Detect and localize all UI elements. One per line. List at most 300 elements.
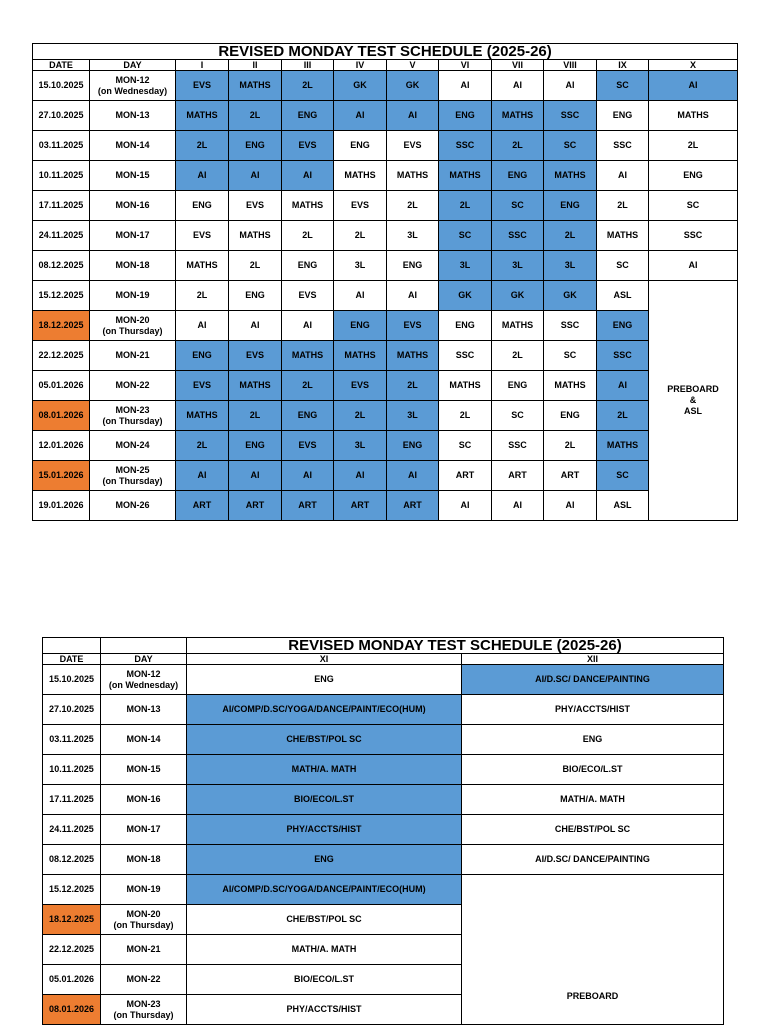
- subject-cell: ASL: [597, 281, 649, 311]
- date-cell: 19.01.2026: [33, 491, 90, 521]
- subject-cell: AI: [649, 71, 738, 101]
- subject-cell: EVS: [334, 371, 387, 401]
- day-label: MON-17: [115, 230, 150, 240]
- xii-subject-cell: AI/D.SC/ DANCE/PAINTING: [462, 845, 724, 875]
- day-cell: [90, 251, 176, 281]
- subject-cell: SC: [597, 251, 649, 281]
- subject-cell: GK: [544, 281, 597, 311]
- date-cell: 08.01.2026: [43, 995, 101, 1025]
- subject-cell: ENG: [282, 101, 334, 131]
- subject-cell: SC: [597, 71, 649, 101]
- subject-cell: MATHS: [544, 371, 597, 401]
- day-label: MON-18: [115, 260, 150, 270]
- preboard-label: &: [689, 395, 697, 405]
- subject-cell: 2L: [334, 401, 387, 431]
- subject-cell: ENG: [597, 311, 649, 341]
- date-cell: 24.11.2025: [33, 221, 90, 251]
- day-cell: [101, 905, 187, 935]
- date-cell: 03.11.2025: [33, 131, 90, 161]
- table-row: [43, 845, 724, 875]
- date-cell: 24.11.2025: [43, 815, 101, 845]
- table-row: [33, 491, 738, 521]
- schedule-table-senior-body: [43, 638, 724, 1025]
- xi-subject-cell: BIO/ECO/L.ST: [187, 965, 462, 995]
- table-row: [43, 815, 724, 845]
- date-cell: 22.12.2025: [43, 935, 101, 965]
- subject-cell: 3L: [544, 251, 597, 281]
- xii-subject-cell: CHE/BST/POL SC: [462, 815, 724, 845]
- day-label: MON-12: [115, 74, 150, 85]
- subject-cell: ENG: [597, 101, 649, 131]
- table-row: [33, 371, 738, 401]
- subject-cell: 3L: [387, 221, 439, 251]
- day-label: MON-26: [115, 500, 150, 510]
- day-label: MON-24: [115, 440, 150, 450]
- subject-cell: SSC: [439, 131, 492, 161]
- day-cell: [90, 161, 176, 191]
- subject-cell: ENG: [492, 371, 544, 401]
- xii-subject-cell: MATH/A. MATH: [462, 785, 724, 815]
- subject-cell: ART: [176, 491, 229, 521]
- subject-cell: SSC: [439, 341, 492, 371]
- subject-cell: EVS: [334, 191, 387, 221]
- subject-cell: AI: [439, 71, 492, 101]
- subject-cell: 2L: [597, 401, 649, 431]
- subject-cell: EVS: [176, 221, 229, 251]
- subject-cell: 3L: [387, 401, 439, 431]
- subject-cell: SC: [649, 191, 738, 221]
- day-label: MON-15: [115, 170, 150, 180]
- subject-cell: SC: [439, 431, 492, 461]
- date-cell: 05.01.2026: [43, 965, 101, 995]
- subject-cell: 3L: [439, 251, 492, 281]
- subject-cell: MATHS: [282, 341, 334, 371]
- day-cell: [90, 401, 176, 431]
- day-label: MON-19: [126, 884, 161, 894]
- column-header: DATE: [33, 60, 90, 71]
- subject-cell: AI: [544, 491, 597, 521]
- date-cell: 18.12.2025: [33, 311, 90, 341]
- subject-cell: EVS: [176, 371, 229, 401]
- subject-cell: ART: [544, 461, 597, 491]
- subject-cell: ENG: [229, 281, 282, 311]
- day-cell: [101, 845, 187, 875]
- subject-cell: ART: [387, 491, 439, 521]
- day-label: MON-25: [115, 464, 150, 475]
- subject-cell: 2L: [176, 281, 229, 311]
- subject-cell: AI: [334, 281, 387, 311]
- subject-cell: 3L: [334, 251, 387, 281]
- subject-cell: ENG: [492, 161, 544, 191]
- subject-cell: SC: [544, 131, 597, 161]
- day-cell: [101, 785, 187, 815]
- preboard-merged-cell: [649, 281, 738, 521]
- subject-cell: GK: [439, 281, 492, 311]
- xii-subject-cell: AI/D.SC/ DANCE/PAINTING: [462, 665, 724, 695]
- table-row: [43, 665, 724, 695]
- day-label: MON-13: [115, 110, 150, 120]
- subject-cell: EVS: [282, 431, 334, 461]
- date-cell: 10.11.2025: [43, 755, 101, 785]
- day-label: MON-16: [126, 794, 161, 804]
- subject-cell: MATHS: [229, 71, 282, 101]
- subject-cell: 2L: [334, 221, 387, 251]
- subject-cell: AI: [229, 461, 282, 491]
- preboard-label: ASL: [684, 406, 703, 416]
- day-label: MON-21: [126, 944, 161, 954]
- date-cell: 08.01.2026: [33, 401, 90, 431]
- subject-cell: ENG: [649, 161, 738, 191]
- day-note: (on Thursday): [113, 919, 174, 930]
- day-label: MON-18: [126, 854, 161, 864]
- subject-cell: ENG: [387, 431, 439, 461]
- column-header: VI: [439, 60, 492, 71]
- subject-cell: AI: [282, 311, 334, 341]
- column-header: VII: [492, 60, 544, 71]
- day-note: (on Wednesday): [97, 85, 168, 96]
- date-cell: 05.01.2026: [33, 371, 90, 401]
- subject-cell: EVS: [387, 311, 439, 341]
- subject-cell: MATHS: [492, 311, 544, 341]
- subject-cell: SSC: [544, 311, 597, 341]
- subject-cell: ENG: [387, 251, 439, 281]
- day-label: MON-23: [115, 404, 150, 415]
- day-label: MON-14: [126, 734, 161, 744]
- day-cell: [90, 191, 176, 221]
- subject-cell: 2L: [229, 251, 282, 281]
- preboard-label: PREBOARD: [667, 384, 719, 394]
- subject-cell: AI: [544, 71, 597, 101]
- subject-cell: EVS: [229, 191, 282, 221]
- column-header: DAY: [101, 654, 187, 665]
- subject-cell: AI: [439, 491, 492, 521]
- subject-cell: ENG: [334, 131, 387, 161]
- day-cell: [101, 995, 187, 1025]
- subject-cell: 2L: [597, 191, 649, 221]
- day-cell: [101, 695, 187, 725]
- subject-cell: AI: [387, 101, 439, 131]
- day-label: MON-23: [126, 998, 161, 1009]
- subject-cell: MATHS: [229, 371, 282, 401]
- column-header: VIII: [544, 60, 597, 71]
- schedule-table-primary: [32, 43, 738, 521]
- date-cell: 10.11.2025: [33, 161, 90, 191]
- subject-cell: AI: [492, 71, 544, 101]
- table-row: [43, 725, 724, 755]
- xi-subject-cell: ENG: [187, 845, 462, 875]
- date-cell: 27.10.2025: [33, 101, 90, 131]
- subject-cell: SSC: [544, 101, 597, 131]
- subject-cell: EVS: [282, 131, 334, 161]
- column-header: DAY: [90, 60, 176, 71]
- xii-subject-cell: BIO/ECO/L.ST: [462, 755, 724, 785]
- subject-cell: 2L: [439, 191, 492, 221]
- subject-cell: SSC: [492, 431, 544, 461]
- table-row: [43, 875, 724, 905]
- column-header: DATE: [43, 654, 101, 665]
- subject-cell: MATHS: [387, 161, 439, 191]
- subject-cell: MATHS: [334, 341, 387, 371]
- subject-cell: ART: [334, 491, 387, 521]
- date-cell: 17.11.2025: [33, 191, 90, 221]
- day-label: MON-16: [115, 200, 150, 210]
- subject-cell: ENG: [334, 311, 387, 341]
- subject-cell: AI: [387, 461, 439, 491]
- table-row: [33, 251, 738, 281]
- table-row: [33, 311, 738, 341]
- column-header: III: [282, 60, 334, 71]
- subject-cell: 2L: [282, 221, 334, 251]
- subject-cell: 2L: [229, 401, 282, 431]
- subject-cell: AI: [176, 311, 229, 341]
- subject-cell: ART: [439, 461, 492, 491]
- day-label: MON-20: [126, 908, 161, 919]
- subject-cell: ENG: [176, 341, 229, 371]
- day-cell: [90, 461, 176, 491]
- subject-cell: 2L: [492, 131, 544, 161]
- subject-cell: ENG: [229, 131, 282, 161]
- subject-cell: AI: [176, 461, 229, 491]
- subject-cell: ENG: [282, 251, 334, 281]
- column-header: IX: [597, 60, 649, 71]
- date-cell: 15.10.2025: [33, 71, 90, 101]
- table-row: [33, 401, 738, 431]
- subject-cell: SC: [597, 461, 649, 491]
- table-row: [33, 221, 738, 251]
- subject-cell: ENG: [544, 191, 597, 221]
- table-row: [33, 161, 738, 191]
- day-cell: [101, 725, 187, 755]
- table-title: REVISED MONDAY TEST SCHEDULE (2025-26): [187, 638, 724, 654]
- day-cell: [90, 341, 176, 371]
- subject-cell: AI: [597, 371, 649, 401]
- subject-cell: GK: [387, 71, 439, 101]
- day-cell: [90, 281, 176, 311]
- subject-cell: ART: [492, 461, 544, 491]
- subject-cell: SC: [544, 341, 597, 371]
- subject-cell: MATHS: [387, 341, 439, 371]
- day-cell: [101, 815, 187, 845]
- subject-cell: 3L: [492, 251, 544, 281]
- table-row: [33, 341, 738, 371]
- table-row: [33, 71, 738, 101]
- table-title: REVISED MONDAY TEST SCHEDULE (2025-26): [33, 44, 738, 60]
- day-cell: [90, 491, 176, 521]
- subject-cell: AI: [282, 161, 334, 191]
- day-cell: [101, 665, 187, 695]
- subject-cell: EVS: [229, 341, 282, 371]
- subject-cell: GK: [492, 281, 544, 311]
- day-label: MON-12: [126, 668, 161, 679]
- date-cell: 18.12.2025: [43, 905, 101, 935]
- subject-cell: AI: [334, 101, 387, 131]
- date-cell: 03.11.2025: [43, 725, 101, 755]
- subject-cell: 2L: [282, 71, 334, 101]
- day-label: MON-22: [126, 974, 161, 984]
- subject-cell: MATHS: [176, 401, 229, 431]
- subject-cell: 2L: [176, 131, 229, 161]
- xi-subject-cell: PHY/ACCTS/HIST: [187, 815, 462, 845]
- subject-cell: 2L: [282, 371, 334, 401]
- subject-cell: EVS: [176, 71, 229, 101]
- xi-subject-cell: AI/COMP/D.SC/YOGA/DANCE/PAINT/ECO(HUM): [187, 875, 462, 905]
- day-note: (on Thursday): [102, 415, 163, 426]
- date-cell: 27.10.2025: [43, 695, 101, 725]
- xii-subject-cell: PHY/ACCTS/HIST: [462, 695, 724, 725]
- subject-cell: AI: [176, 161, 229, 191]
- subject-cell: AI: [492, 491, 544, 521]
- column-header: X: [649, 60, 738, 71]
- day-label: MON-22: [115, 380, 150, 390]
- subject-cell: ENG: [439, 311, 492, 341]
- column-header: XII: [462, 654, 724, 665]
- preboard-merged-cell: [462, 875, 724, 1025]
- date-cell: 17.11.2025: [43, 785, 101, 815]
- day-cell: [90, 431, 176, 461]
- subject-cell: SSC: [492, 221, 544, 251]
- schedule-table-primary-body: [33, 44, 738, 521]
- subject-cell: AI: [334, 461, 387, 491]
- day-cell: [90, 221, 176, 251]
- subject-cell: AI: [282, 461, 334, 491]
- date-cell: 15.01.2026: [33, 461, 90, 491]
- table-row: [43, 755, 724, 785]
- subject-cell: MATHS: [229, 221, 282, 251]
- subject-cell: MATHS: [597, 221, 649, 251]
- subject-cell: 2L: [649, 131, 738, 161]
- day-cell: [90, 71, 176, 101]
- day-label: MON-19: [115, 290, 150, 300]
- subject-cell: MATHS: [176, 101, 229, 131]
- xi-subject-cell: PHY/ACCTS/HIST: [187, 995, 462, 1025]
- subject-cell: SC: [492, 401, 544, 431]
- subject-cell: ENG: [544, 401, 597, 431]
- subject-cell: 3L: [334, 431, 387, 461]
- table-row: [33, 461, 738, 491]
- date-cell: 12.01.2026: [33, 431, 90, 461]
- column-header: I: [176, 60, 229, 71]
- day-note: (on Thursday): [102, 475, 163, 486]
- subject-cell: MATHS: [334, 161, 387, 191]
- column-header: XI: [187, 654, 462, 665]
- subject-cell: GK: [334, 71, 387, 101]
- xi-subject-cell: MATH/A. MATH: [187, 935, 462, 965]
- xi-subject-cell: CHE/BST/POL SC: [187, 725, 462, 755]
- subject-cell: AI: [597, 161, 649, 191]
- table-row: [33, 281, 738, 311]
- day-label: MON-14: [115, 140, 150, 150]
- subject-cell: ENG: [282, 401, 334, 431]
- subject-cell: 2L: [492, 341, 544, 371]
- table-row: [33, 431, 738, 461]
- preboard-label: PREBOARD: [566, 991, 619, 1001]
- column-header: IV: [334, 60, 387, 71]
- subject-cell: AI: [229, 311, 282, 341]
- day-label: MON-15: [126, 764, 161, 774]
- subject-cell: MATHS: [176, 251, 229, 281]
- day-cell: [101, 935, 187, 965]
- subject-cell: ASL: [597, 491, 649, 521]
- xi-subject-cell: CHE/BST/POL SC: [187, 905, 462, 935]
- subject-cell: SSC: [649, 221, 738, 251]
- date-cell: 15.12.2025: [33, 281, 90, 311]
- day-cell: [90, 131, 176, 161]
- date-cell: 08.12.2025: [43, 845, 101, 875]
- day-note: (on Thursday): [102, 325, 163, 336]
- subject-cell: MATHS: [282, 191, 334, 221]
- subject-cell: 2L: [544, 221, 597, 251]
- blank-header-cell: [101, 638, 187, 654]
- subject-cell: MATHS: [649, 101, 738, 131]
- schedule-table-senior: [42, 637, 724, 1025]
- day-cell: [101, 875, 187, 905]
- subject-cell: ART: [229, 491, 282, 521]
- xii-subject-cell: ENG: [462, 725, 724, 755]
- subject-cell: EVS: [387, 131, 439, 161]
- xi-subject-cell: ENG: [187, 665, 462, 695]
- table-row: [43, 785, 724, 815]
- column-header: V: [387, 60, 439, 71]
- table-row: [43, 695, 724, 725]
- blank-header-cell: [43, 638, 101, 654]
- subject-cell: EVS: [282, 281, 334, 311]
- subject-cell: AI: [229, 161, 282, 191]
- date-cell: 15.10.2025: [43, 665, 101, 695]
- xi-subject-cell: BIO/ECO/L.ST: [187, 785, 462, 815]
- subject-cell: ENG: [439, 101, 492, 131]
- subject-cell: ART: [282, 491, 334, 521]
- day-cell: [101, 755, 187, 785]
- subject-cell: MATHS: [597, 431, 649, 461]
- subject-cell: SC: [439, 221, 492, 251]
- date-cell: 22.12.2025: [33, 341, 90, 371]
- day-cell: [101, 965, 187, 995]
- day-note: (on Wednesday): [108, 679, 179, 690]
- subject-cell: SSC: [597, 341, 649, 371]
- day-label: MON-17: [126, 824, 161, 834]
- subject-cell: AI: [649, 251, 738, 281]
- subject-cell: 2L: [544, 431, 597, 461]
- day-cell: [90, 311, 176, 341]
- table-row: [33, 131, 738, 161]
- day-cell: [90, 101, 176, 131]
- date-cell: 08.12.2025: [33, 251, 90, 281]
- date-cell: 15.12.2025: [43, 875, 101, 905]
- subject-cell: 2L: [439, 401, 492, 431]
- subject-cell: AI: [387, 281, 439, 311]
- subject-cell: SC: [492, 191, 544, 221]
- subject-cell: MATHS: [439, 161, 492, 191]
- column-header: II: [229, 60, 282, 71]
- day-label: MON-20: [115, 314, 150, 325]
- subject-cell: ENG: [229, 431, 282, 461]
- subject-cell: MATHS: [492, 101, 544, 131]
- xi-subject-cell: AI/COMP/D.SC/YOGA/DANCE/PAINT/ECO(HUM): [187, 695, 462, 725]
- table-row: [33, 191, 738, 221]
- subject-cell: 2L: [176, 431, 229, 461]
- day-cell: [90, 371, 176, 401]
- subject-cell: ENG: [176, 191, 229, 221]
- subject-cell: MATHS: [439, 371, 492, 401]
- subject-cell: 2L: [387, 191, 439, 221]
- subject-cell: 2L: [387, 371, 439, 401]
- day-label: MON-21: [115, 350, 150, 360]
- subject-cell: SSC: [597, 131, 649, 161]
- table-row: [33, 101, 738, 131]
- xi-subject-cell: MATH/A. MATH: [187, 755, 462, 785]
- subject-cell: 2L: [229, 101, 282, 131]
- day-label: MON-13: [126, 704, 161, 714]
